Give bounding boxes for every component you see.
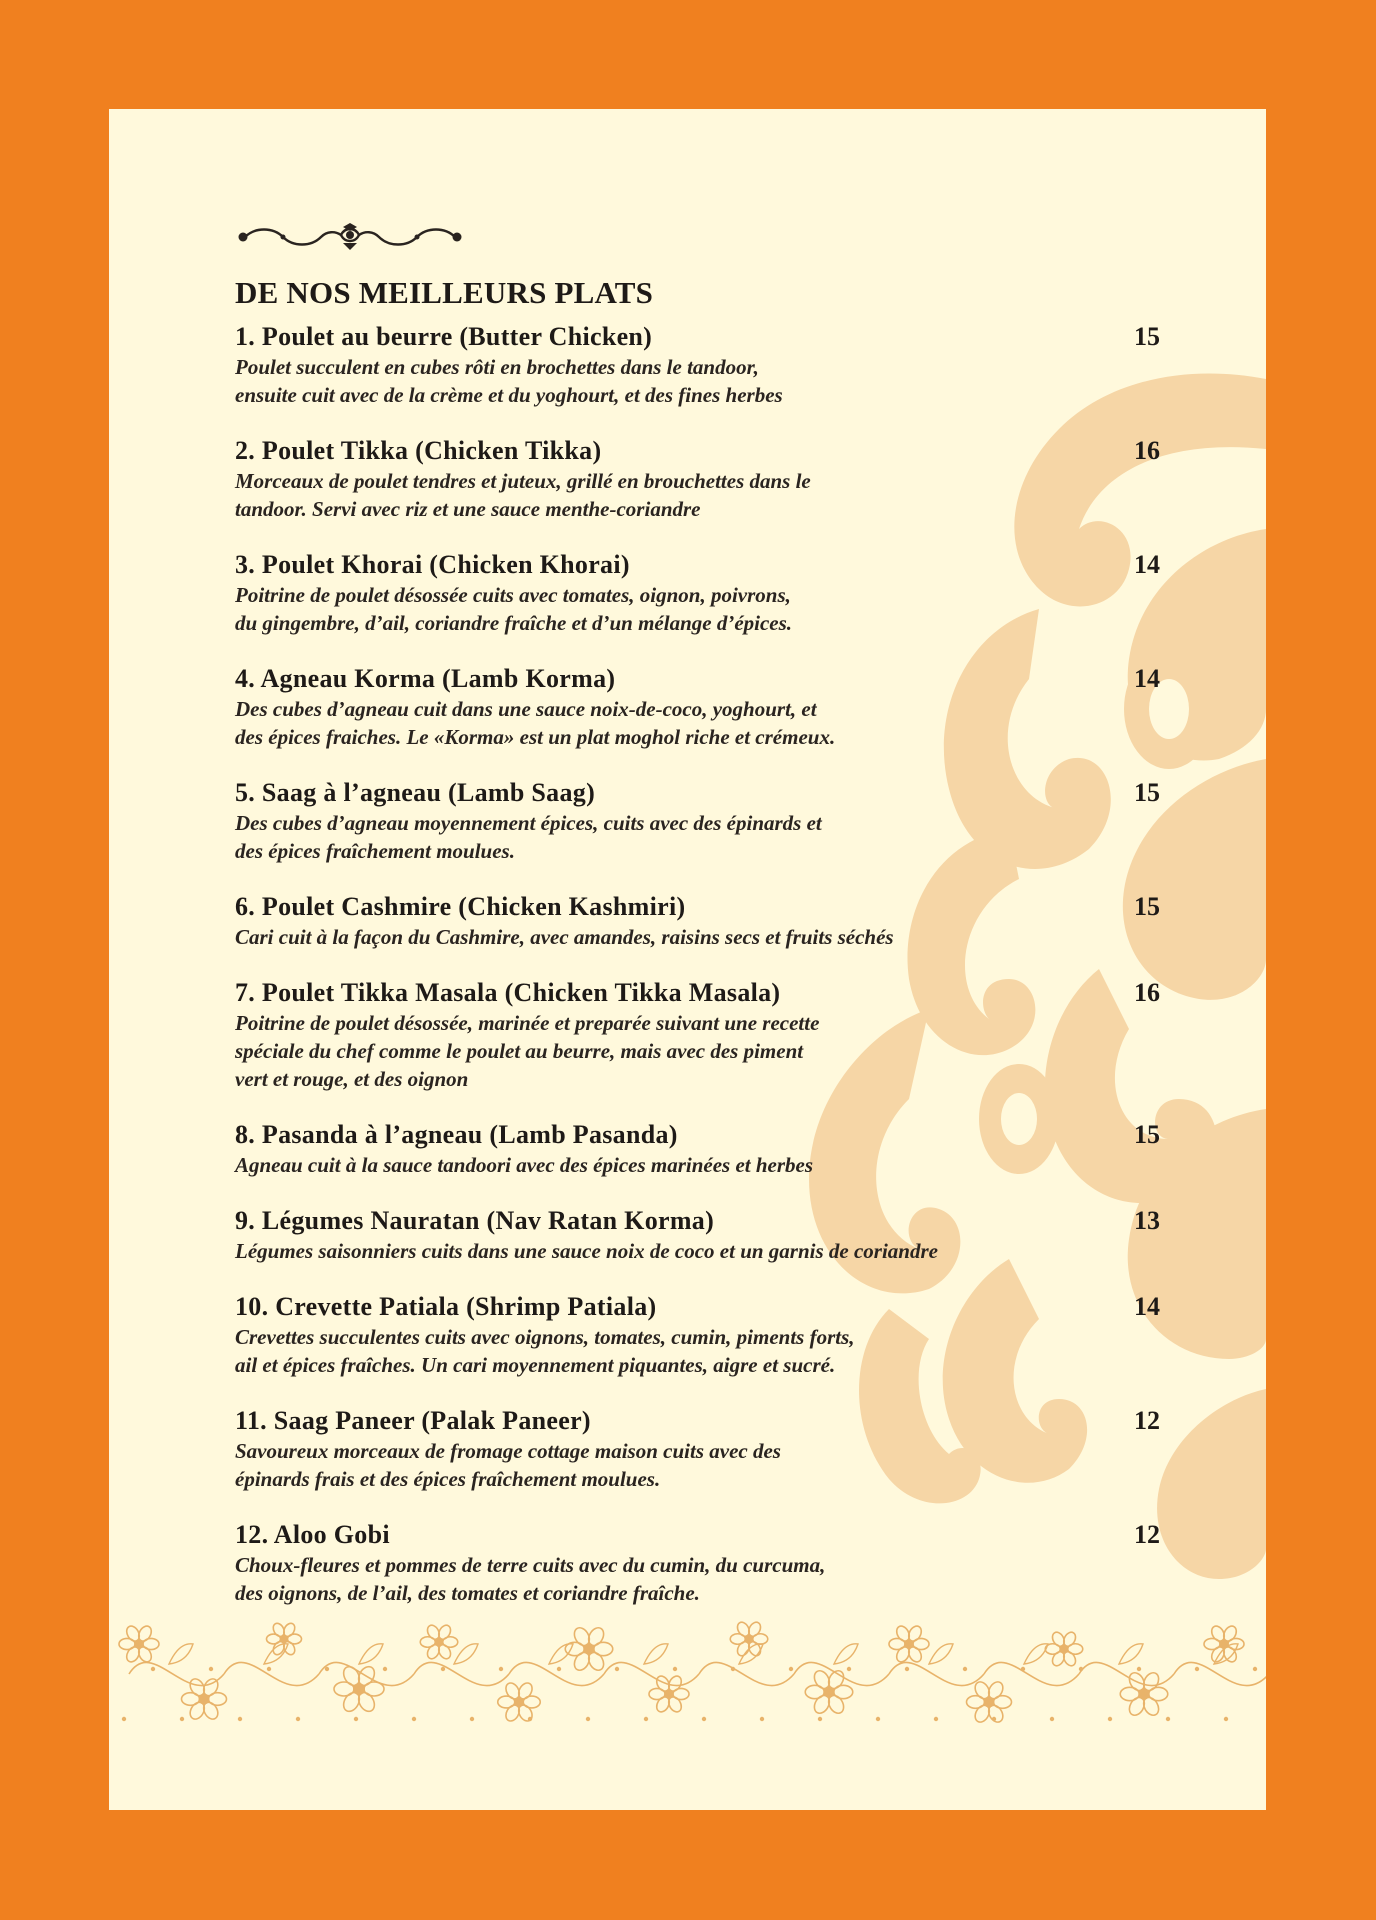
dish-price: 13: [1134, 1206, 1160, 1235]
menu-heading: DE NOS MEILLEURS PLATS: [235, 275, 654, 310]
dish-title: 4. Agneau Korma (Lamb Korma): [235, 664, 616, 693]
dish-description: Des cubes d’agneau moyennement épices, cuits avec des épinards et: [235, 811, 822, 835]
dish-title: 1. Poulet au beurre (Butter Chicken): [235, 322, 653, 351]
menu-item: [235, 891, 1160, 951]
dish-price: 14: [1134, 1292, 1160, 1321]
dish-title: 6. Poulet Cashmire (Chicken Kashmiri): [235, 892, 686, 921]
menu-item: [235, 1519, 1160, 1607]
scroll-flourish-icon: [235, 223, 465, 251]
dish-description: Légumes saisonniers cuits dans une sauce noix de coco et un garnis de coriandre: [235, 1239, 938, 1263]
menu-item: [235, 663, 1160, 751]
menu-item: [235, 549, 1160, 637]
dish-description: Agneau cuit à la sauce tandoori avec des épices marinées et herbes: [235, 1153, 814, 1177]
dish-description: des épices fraîchement moulues.: [235, 839, 515, 863]
dish-title: 11. Saag Paneer (Palak Paneer): [235, 1406, 591, 1435]
dish-description: ensuite cuit avec de la crème et du yoghourt, et des fines herbes: [235, 383, 783, 407]
dish-title: 2. Poulet Tikka (Chicken Tikka): [235, 436, 602, 465]
dish-description: Savoureux morceaux de fromage cottage maison cuits avec des: [235, 1439, 781, 1463]
dish-description: Poitrine de poulet désossée, marinée et preparée suivant une recette: [235, 1011, 820, 1035]
dish-description: tandoor. Servi avec riz et une sauce menthe-coriandre: [235, 497, 701, 521]
menu-item: [235, 1119, 1160, 1179]
dish-title: 9. Légumes Nauratan (Nav Ratan Korma): [235, 1206, 715, 1235]
dish-description: Poulet succulent en cubes rôti en brochettes dans le tandoor,: [235, 355, 759, 379]
dish-description: Crevettes succulentes cuits avec oignons, tomates, cumin, piments forts,: [235, 1325, 855, 1349]
dish-description: Morceaux de poulet tendres et juteux, grillé en brouchettes dans le: [235, 469, 811, 493]
menu-item: [235, 321, 1160, 409]
dish-title: 12. Aloo Gobi: [235, 1520, 390, 1549]
dish-description: Choux-fleures et pommes de terre cuits avec du cumin, du curcuma,: [235, 1553, 826, 1577]
dish-price: 15: [1134, 892, 1160, 921]
dish-price: 14: [1134, 664, 1160, 693]
dish-title: 3. Poulet Khorai (Chicken Khorai): [235, 550, 630, 579]
menu-item: [235, 1205, 1160, 1265]
dish-description: des épices fraiches. Le «Korma» est un plat moghol riche et crémeux.: [235, 725, 836, 749]
menu-item: [235, 435, 1160, 523]
dish-price: 12: [1134, 1406, 1160, 1435]
dish-title: 8. Pasanda à l’agneau (Lamb Pasanda): [235, 1120, 678, 1149]
dish-description: Des cubes d’agneau cuit dans une sauce noix-de-coco, yoghourt, et: [235, 697, 817, 721]
dish-description: du gingembre, d’ail, coriandre fraîche et d’un mélange d’épices.: [235, 611, 793, 635]
menu-page: [109, 109, 1266, 1810]
dish-price: 15: [1134, 322, 1160, 351]
menu-item: [235, 977, 1160, 1093]
dish-description: des oignons, de l’ail, des tomates et coriandre fraîche.: [235, 1581, 700, 1605]
dish-description: Poitrine de poulet désossée cuits avec tomates, oignon, poivrons,: [235, 583, 791, 607]
dish-description: spéciale du chef comme le poulet au beurre, mais avec des piment: [235, 1039, 804, 1063]
dish-price: 16: [1134, 978, 1160, 1007]
menu-item: [235, 777, 1160, 865]
dish-title: 10. Crevette Patiala (Shrimp Patiala): [235, 1292, 657, 1321]
dish-title: 5. Saag à l’agneau (Lamb Saag): [235, 778, 596, 807]
dish-description: vert et rouge, et des oignon: [235, 1067, 469, 1091]
dish-description: Cari cuit à la façon du Cashmire, avec amandes, raisins secs et fruits séchés: [235, 925, 894, 949]
menu-list: [235, 321, 1160, 1633]
dish-price: 12: [1134, 1520, 1160, 1549]
menu-item: [235, 1291, 1160, 1379]
dish-price: 15: [1134, 778, 1160, 807]
dish-description: épinards frais et des épices fraîchement moulues.: [235, 1467, 661, 1491]
dish-price: 16: [1134, 436, 1160, 465]
dish-description: ail et épices fraîches. Un cari moyennement piquantes, aigre et sucré.: [235, 1353, 836, 1377]
menu-item: [235, 1405, 1160, 1493]
dish-price: 14: [1134, 550, 1160, 579]
dish-title: 7. Poulet Tikka Masala (Chicken Tikka Masala): [235, 978, 781, 1007]
dish-price: 15: [1134, 1120, 1160, 1149]
floral-border-icon: [109, 1614, 1266, 1729]
